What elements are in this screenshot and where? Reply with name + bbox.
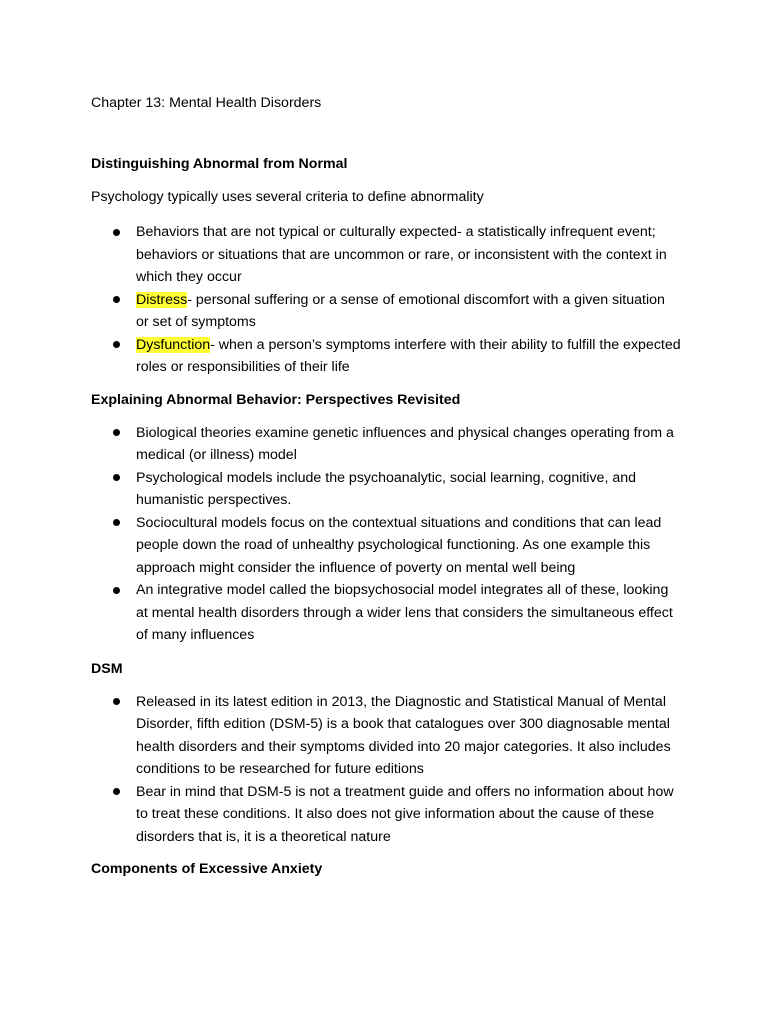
bullet-icon — [113, 429, 120, 436]
bullet-icon — [113, 788, 120, 795]
list-item — [91, 422, 681, 467]
list-item — [91, 579, 681, 647]
criteria-intro: Psychology typically uses several criteria to define abnormality — [91, 189, 484, 205]
heading-explaining-abnormal-behavior: Explaining Abnormal Behavior: Perspectives Revisited — [91, 391, 461, 408]
heading-components-of-excessive-anxiety: Components of Excessive Anxiety — [91, 861, 323, 877]
bullet-icon — [113, 296, 120, 303]
bullet-icon — [113, 341, 120, 348]
highlighted-term-dysfunction: Dysfunction — [136, 336, 211, 353]
list-item-text: An integrative model called the biopsychosocial model integrates all of these, looking at mental health disorders through a wider lens that considers the simultaneous effect of many influences — [136, 582, 673, 643]
document-page — [91, 93, 681, 879]
list-item — [91, 289, 681, 334]
list-item-text: - when a person’s symptoms interfere with their ability to fulfill the expected roles or responsibilities of their life — [136, 336, 681, 375]
list-item — [91, 691, 681, 781]
criteria-list — [91, 221, 681, 379]
list-item-text: Released in its latest edition in 2013, the Diagnostic and Statistical Manual of Mental Disorder, fifth edition (DSM-5) is a book that catalogues over 300 diagnosable mental health disorders and their symptoms divided into 20 major categories. It also includes conditions to be researched for future editions — [136, 693, 671, 777]
bullet-icon — [113, 698, 120, 705]
bullet-icon — [113, 229, 120, 236]
list-item-text: - personal suffering or a sense of emotional discomfort with a given situation or set of symptoms — [136, 291, 665, 330]
list-item — [91, 512, 681, 580]
heading-dsm: DSM — [91, 660, 123, 677]
list-item-text: Psychological models include the psychoanalytic, social learning, cognitive, and humanistic perspectives. — [136, 469, 636, 508]
list-item — [91, 221, 681, 289]
list-item — [91, 334, 681, 379]
highlighted-term-distress: Distress — [136, 291, 188, 308]
heading-distinguishing-abnormal: Distinguishing Abnormal from Normal — [91, 156, 348, 172]
perspectives-list — [91, 422, 681, 647]
list-item-text: Bear in mind that DSM-5 is not a treatment guide and offers no information about how to treat these conditions. It also does not give information about the cause of these disorders that is, it is a theoretical nature — [136, 783, 674, 845]
bullet-icon — [113, 474, 120, 481]
list-item — [91, 781, 681, 849]
list-item-text: Sociocultural models focus on the contextual situations and conditions that can lead people down the road of unhealthy psychological functioning. As one example this approach might consider the influence of poverty on mental well being — [136, 514, 662, 576]
chapter-title: Chapter 13: Mental Health Disorders — [91, 95, 322, 111]
bullet-icon — [113, 587, 120, 594]
list-item — [91, 467, 681, 512]
list-item-text: Biological theories examine genetic influences and physical changes operating from a medical (or illness) model — [136, 424, 674, 463]
bullet-icon — [113, 519, 120, 526]
dsm-list — [91, 691, 681, 849]
list-item-text: Behaviors that are not typical or culturally expected- a statistically infrequent event; behaviors or situations that are uncommon or rare, or inconsistent with the context in which they occur — [136, 224, 667, 285]
